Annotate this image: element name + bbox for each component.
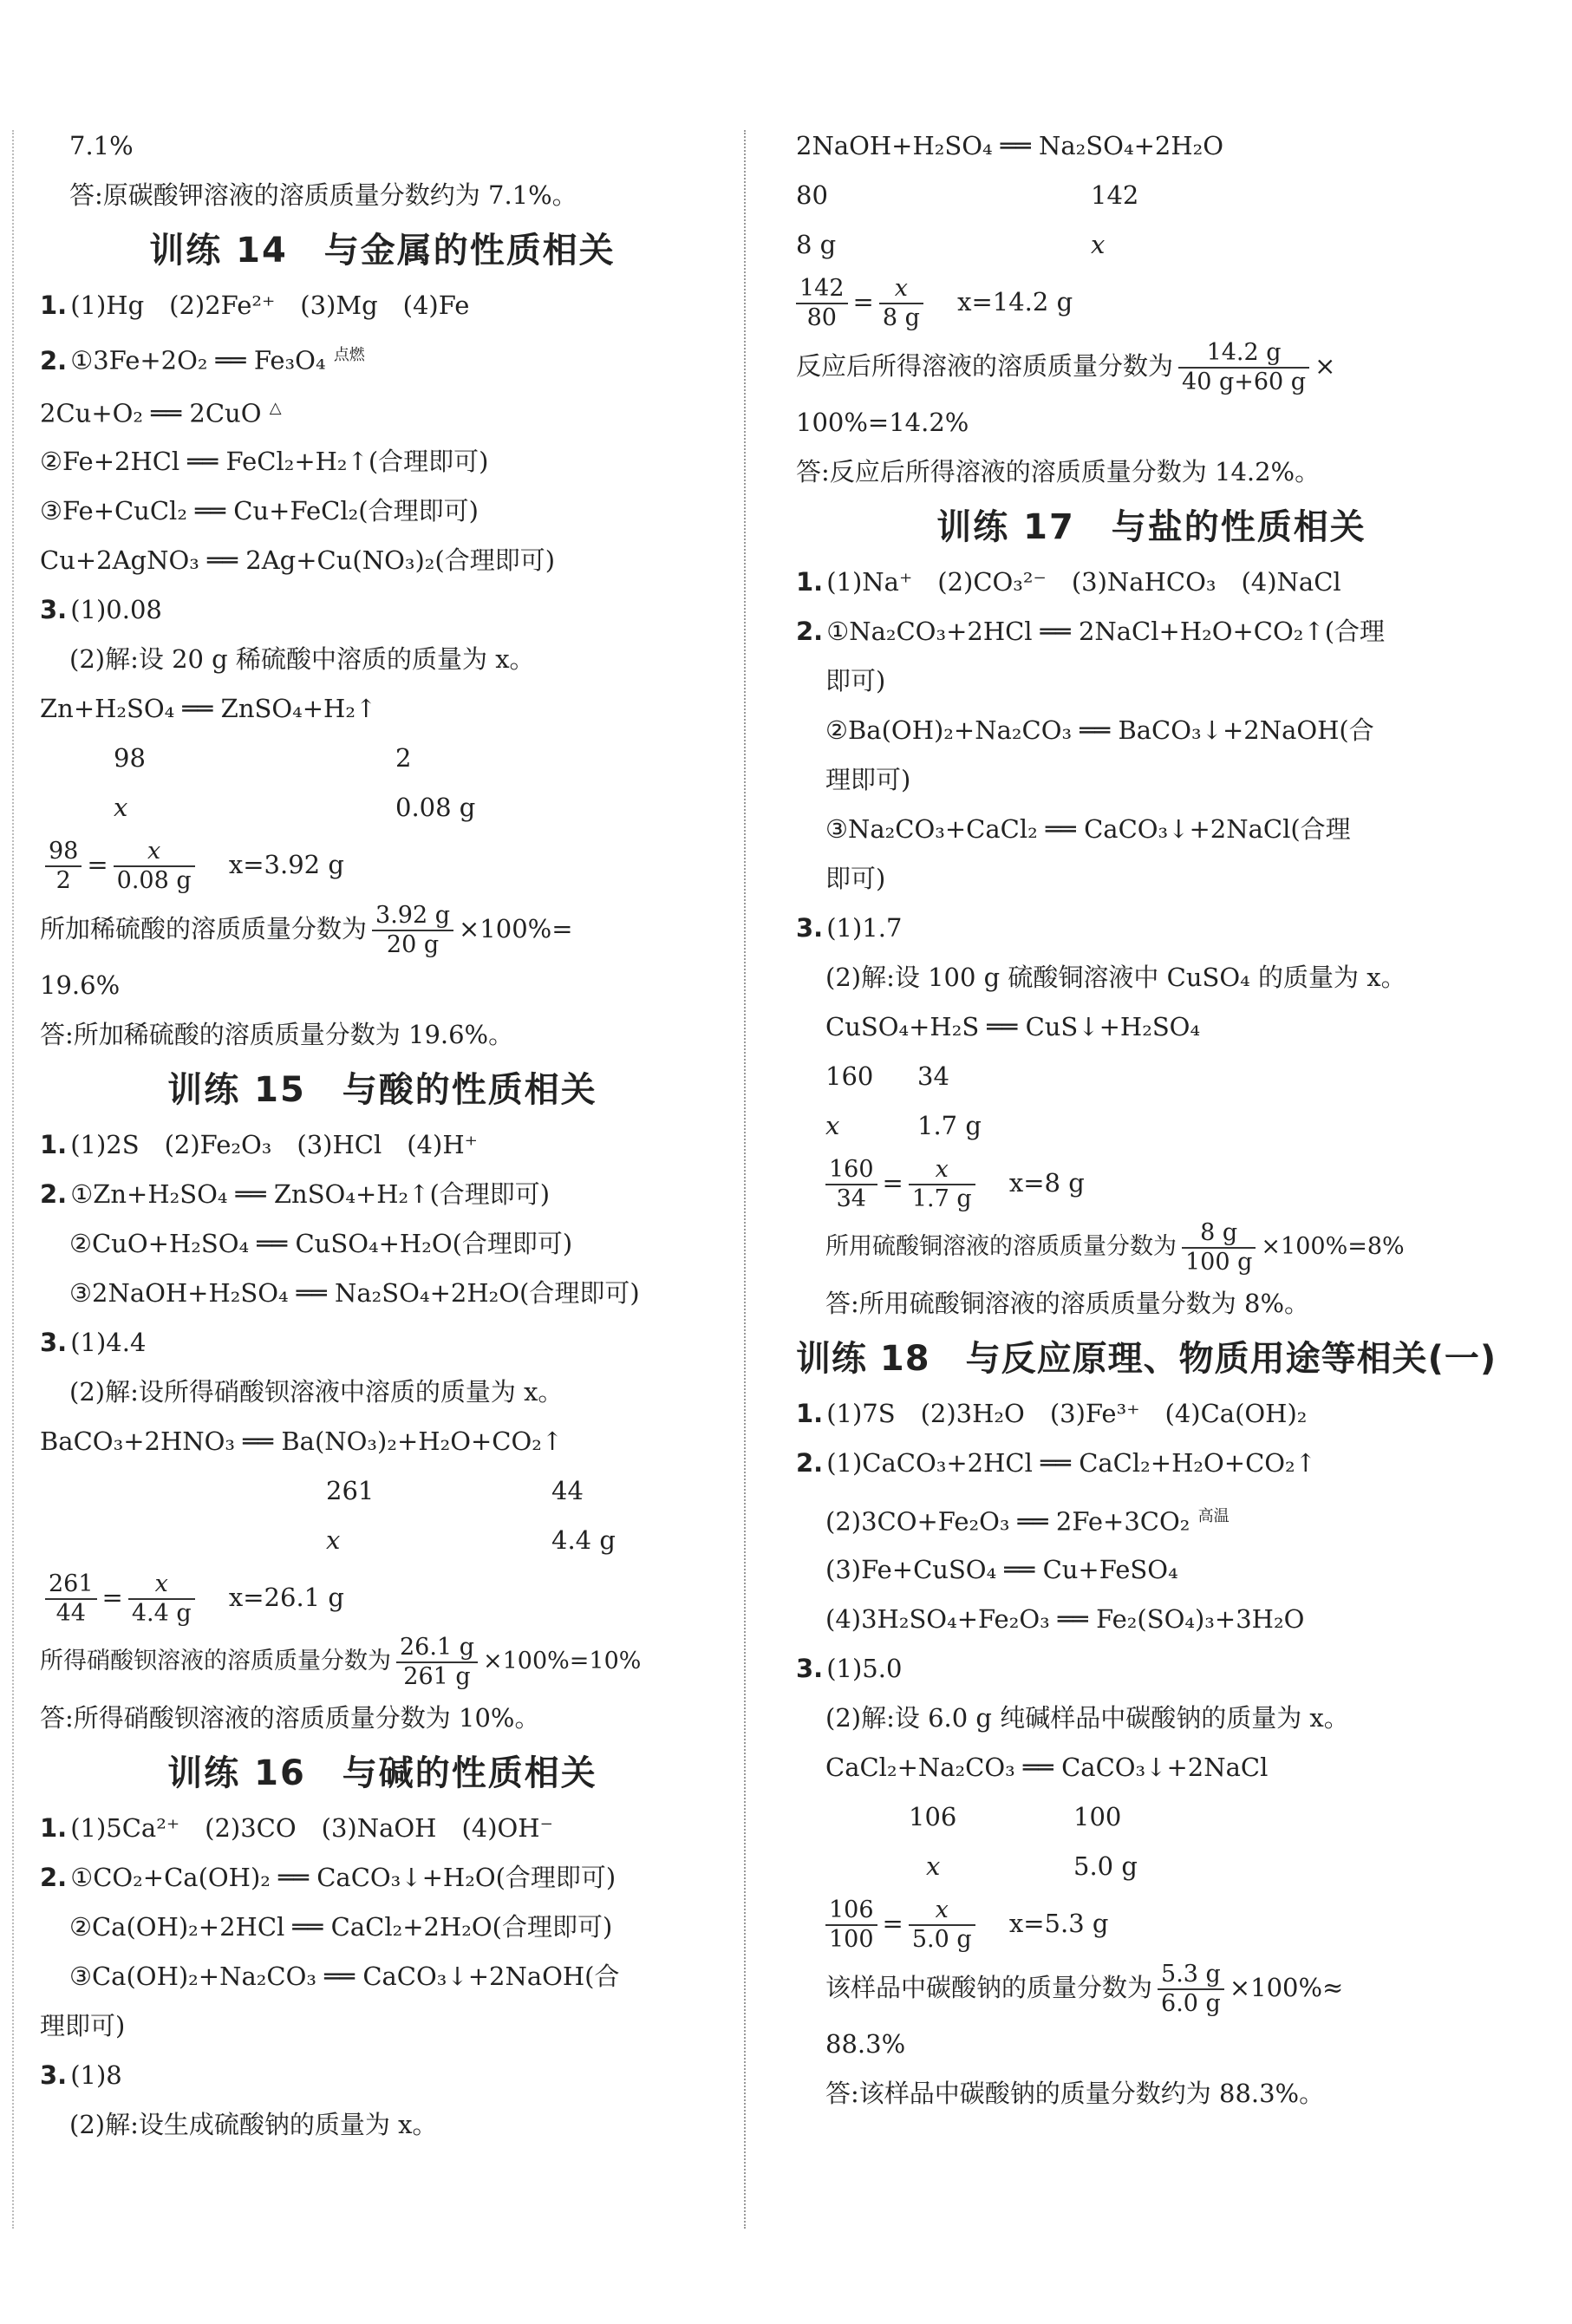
- fraction: [825, 1156, 877, 1213]
- question-number: 3.: [40, 1328, 68, 1357]
- equation: (2)3CO+Fe₂O₃ ══ 2Fe+3CO₂: [825, 1506, 1190, 1537]
- numerator: 26.1 g: [396, 1634, 478, 1663]
- fraction: [1178, 339, 1309, 396]
- ratio-value: x: [114, 793, 128, 822]
- fraction: [45, 838, 82, 895]
- question-number: 3.: [40, 2060, 68, 2090]
- equation-line: ②Fe+2HCl ══ FeCl₂+H₂↑(合理即可): [40, 447, 489, 476]
- right-column: [796, 121, 1507, 2118]
- numerator: 160: [825, 1156, 877, 1185]
- section-title-18: 训练 18 与反应原理、物质用途等相关(一): [796, 1339, 1497, 1379]
- mass-ratio-line: [40, 1516, 725, 1565]
- result: x=26.1 g: [228, 1583, 344, 1612]
- numerator: x: [128, 1570, 195, 1600]
- denominator: 5.0 g: [911, 1926, 972, 1953]
- denominator: 34: [836, 1185, 866, 1212]
- numerator: 142: [796, 275, 848, 304]
- answer-line: 答:该样品中碳酸钠的质量分数约为 88.3%。: [825, 2079, 1325, 2108]
- denominator: 40 g+60 g: [1182, 369, 1307, 395]
- denominator: 4.4 g: [131, 1600, 192, 1627]
- mass-ratio-line: [796, 220, 1507, 270]
- denominator: 2: [55, 867, 71, 894]
- result: x=5.3 g: [1008, 1909, 1109, 1938]
- left-column: [40, 121, 725, 2150]
- equation: 2Cu+O₂ ══ 2CuO: [40, 398, 262, 428]
- equation-line: ③Fe+CuCl₂ ══ Cu+FeCl₂(合理即可): [40, 496, 479, 526]
- answer-text: (1)2S (2)Fe₂O₃ (3)HCl (4)H⁺: [70, 1130, 478, 1159]
- question-number: 2.: [40, 345, 68, 375]
- answer-text: (1)5Ca²⁺ (2)3CO (3)NaOH (4)OH⁻: [70, 1813, 553, 1843]
- equation-line: ③Ca(OH)₂+Na₂CO₃ ══ CaCO₃↓+2NaOH(合: [69, 1962, 620, 1991]
- question-number: 1.: [40, 290, 68, 320]
- answer-line: 答:所得硝酸钡溶液的溶质质量分数为 10%。: [40, 1703, 540, 1733]
- ratio-value: x: [1091, 230, 1106, 259]
- question-2: [40, 1170, 725, 1219]
- proportion-line: $\frac{160}{34}$ = $\frac{x}{1.7 g}$ x=8 g: [796, 1151, 1507, 1215]
- left-margin-line: [12, 130, 14, 2229]
- answer-line: 答:所用硫酸铜溶液的溶质质量分数为 8%。: [825, 1289, 1309, 1318]
- answer-text: (1)1.7: [826, 913, 903, 943]
- fraction: [825, 1896, 877, 1954]
- numerator: x: [909, 1156, 975, 1185]
- equation-line: ②Ba(OH)₂+Na₂CO₃ ══ BaCO₃↓+2NaOH(合: [825, 715, 1374, 745]
- solution-line: (2)解:设 20 g 稀硫酸中溶质的质量为 x。: [69, 644, 535, 674]
- equation: (1)CaCO₃+2HCl ══ CaCl₂+H₂O+CO₂↑: [826, 1448, 1316, 1478]
- ratio-value: 1.7 g: [917, 1111, 982, 1140]
- proportion-line: $\frac{98}{2}$ = $\frac{x}{0.08 g}$ x=3.92 g: [40, 832, 725, 897]
- question-3: [40, 2051, 725, 2100]
- numerator: x: [909, 1896, 975, 1926]
- answer-text: (1)4.4: [70, 1328, 147, 1357]
- denominator: 20 g: [386, 931, 440, 958]
- ratio-value: x: [326, 1525, 341, 1555]
- solution-line: (2)解:设生成硫酸钠的质量为 x。: [69, 2110, 438, 2139]
- equation-line: [40, 380, 725, 437]
- equation-line: ③2NaOH+H₂SO₄ ══ Na₂SO₄+2H₂O(合理即可): [69, 1278, 640, 1308]
- denominator: 100: [829, 1926, 874, 1953]
- numerator: 98: [45, 838, 82, 867]
- column-divider: [744, 130, 746, 2229]
- percent-line: [796, 1955, 1507, 2020]
- solution-line: (2)解:设 100 g 硫酸铜溶液中 CuSO₄ 的质量为 x。: [825, 963, 1406, 992]
- denominator: 8 g: [882, 304, 920, 331]
- equation-line: BaCO₃+2HNO₃ ══ Ba(NO₃)₂+H₂O+CO₂↑: [40, 1426, 564, 1456]
- answer-text: (1)5.0: [826, 1654, 903, 1683]
- result: x=3.92 g: [228, 850, 344, 879]
- text-line: 100%=14.2%: [796, 408, 969, 437]
- equation: ①3Fe+2O₂ ══ Fe₃O₄: [70, 345, 326, 375]
- denominator: 6.0 g: [1161, 1990, 1221, 2017]
- mass-ratio-line: [796, 1842, 1507, 1891]
- question-number: 3.: [796, 913, 824, 943]
- ratio-value: 5.0 g: [1073, 1851, 1138, 1881]
- mass-ratio-line: [796, 171, 1507, 220]
- section-title-14: 训练 14 与金属的性质相关: [149, 231, 616, 271]
- fraction: [796, 275, 848, 332]
- ratio-value: 100: [1073, 1802, 1122, 1831]
- question-3: [796, 904, 1507, 953]
- section-title-16: 训练 16 与碱的性质相关: [167, 1753, 597, 1793]
- question-number: 2.: [796, 1448, 824, 1478]
- question-1: [796, 1389, 1507, 1439]
- text: 所得硝酸钡溶液的溶质质量分数为: [40, 1648, 391, 1674]
- denominator: 1.7 g: [911, 1185, 972, 1212]
- equation-line: ②Ca(OH)₂+2HCl ══ CaCl₂+2H₂O(合理即可): [69, 1912, 613, 1942]
- ratio-value: 8 g: [796, 230, 837, 259]
- mass-ratio-line: [796, 1101, 1507, 1151]
- equation-line: [796, 1488, 1507, 1545]
- fraction: [879, 275, 923, 332]
- text: ×100%=10%: [482, 1648, 642, 1674]
- text: ×100%=: [459, 914, 573, 943]
- answer-line: 答:反应后所得溶液的溶质质量分数为 14.2%。: [796, 457, 1321, 486]
- text-line: 理即可): [825, 765, 911, 794]
- ratio-value: x: [825, 1111, 840, 1140]
- solution-line: (2)解:设 6.0 g 纯碱样品中碳酸钠的质量为 x。: [825, 1703, 1349, 1733]
- text: 所用硫酸铜溶液的溶质质量分数为: [825, 1233, 1177, 1260]
- equation: ①Zn+H₂SO₄ ══ ZnSO₄+H₂↑(合理即可): [70, 1179, 551, 1209]
- fraction: [128, 1570, 195, 1628]
- section-title-15: 训练 15 与酸的性质相关: [167, 1070, 597, 1110]
- fraction: [45, 1570, 97, 1628]
- ratio-value: 261: [326, 1476, 375, 1505]
- numerator: 3.92 g: [372, 902, 453, 931]
- question-1: [40, 1804, 725, 1853]
- equation-line: (3)Fe+CuSO₄ ══ Cu+FeSO₄: [825, 1555, 1178, 1584]
- denominator: 0.08 g: [116, 867, 192, 894]
- fraction: [114, 838, 195, 895]
- question-number: 2.: [40, 1179, 68, 1209]
- answer-text: (1)Hg (2)2Fe²⁺ (3)Mg (4)Fe: [70, 290, 470, 320]
- percent-line: [796, 334, 1507, 398]
- text: 反应后所得溶液的溶质质量分数为: [796, 351, 1174, 381]
- reaction-condition: 高温: [1197, 1507, 1230, 1525]
- ratio-value: 2: [395, 743, 412, 773]
- question-2: [40, 1853, 725, 1903]
- equation-line: ③Na₂CO₃+CaCl₂ ══ CaCO₃↓+2NaCl(合理: [825, 814, 1351, 844]
- numerator: 5.3 g: [1158, 1961, 1224, 1990]
- question-3: [40, 1318, 725, 1368]
- percent-line: [40, 1629, 725, 1694]
- mass-ratio-line: [796, 1052, 1507, 1101]
- question-number: 3.: [40, 595, 68, 624]
- proportion-line: $\frac{142}{80}$ = $\frac{x}{8 g}$ x=14.2 g: [796, 270, 1507, 334]
- question-2: [796, 1439, 1507, 1488]
- numerator: 8 g: [1182, 1219, 1256, 1249]
- ratio-value: 142: [1091, 180, 1139, 210]
- ratio-value: 98: [114, 743, 146, 773]
- reaction-condition: 点燃: [333, 346, 365, 364]
- equation-line: CuSO₄+H₂S ══ CuS↓+H₂SO₄: [825, 1012, 1201, 1041]
- result: x=8 g: [1008, 1168, 1085, 1198]
- ratio-value: 4.4 g: [551, 1525, 616, 1555]
- mass-ratio-line: [40, 734, 725, 783]
- fraction: [909, 1896, 975, 1954]
- question-3: [40, 585, 725, 635]
- question-3: [796, 1644, 1507, 1694]
- question-1: [40, 1120, 725, 1170]
- ratio-value: 34: [917, 1061, 949, 1091]
- text: ×: [1314, 351, 1336, 381]
- equation: ①CO₂+Ca(OH)₂ ══ CaCO₃↓+H₂O(合理即可): [70, 1863, 616, 1892]
- result: x=14.2 g: [957, 287, 1073, 317]
- question-number: 3.: [796, 1654, 824, 1683]
- denominator: 44: [55, 1600, 86, 1627]
- equation: ①Na₂CO₃+2HCl ══ 2NaCl+H₂O+CO₂↑(合理: [826, 617, 1386, 646]
- solution-line: (2)解:设所得硝酸钡溶液中溶质的质量为 x。: [69, 1377, 564, 1407]
- section-title-17: 训练 17 与盐的性质相关: [936, 507, 1367, 547]
- denominator: 80: [806, 304, 837, 331]
- equation-line: ②CuO+H₂SO₄ ══ CuSO₄+H₂O(合理即可): [69, 1229, 573, 1258]
- question-2: [796, 607, 1507, 656]
- ratio-value: 160: [825, 1061, 874, 1091]
- question-1: [40, 281, 725, 330]
- fraction: [909, 1156, 975, 1213]
- equation-line: Zn+H₂SO₄ ══ ZnSO₄+H₂↑: [40, 694, 377, 723]
- mass-ratio-line: [796, 1792, 1507, 1842]
- denominator: 100 g: [1185, 1248, 1253, 1276]
- question-number: 2.: [40, 1863, 68, 1892]
- question-number: 1.: [796, 567, 824, 597]
- text-line: 7.1%: [69, 131, 134, 160]
- answer-line: 答:所加稀硫酸的溶质质量分数为 19.6%。: [40, 1020, 514, 1049]
- mass-ratio-line: [40, 783, 725, 832]
- text-line: 19.6%: [40, 970, 121, 1000]
- fraction: [396, 1634, 478, 1691]
- text: 所加稀硫酸的溶质质量分数为: [40, 914, 368, 943]
- numerator: 261: [45, 1570, 97, 1600]
- answer-text: (1)7S (2)3H₂O (3)Fe³⁺ (4)Ca(OH)₂: [826, 1399, 1308, 1428]
- answer-line: [40, 171, 725, 220]
- fraction: [1182, 1219, 1256, 1276]
- text-line: 即可): [825, 864, 886, 893]
- text: ×100%=8%: [1261, 1233, 1405, 1260]
- fraction: [1158, 1961, 1224, 2018]
- proportion-line: $\frac{261}{44}$ = $\frac{x}{4.4 g}$ x=26.1 g: [40, 1565, 725, 1629]
- equation-line: Cu+2AgNO₃ ══ 2Ag+Cu(NO₃)₂(合理即可): [40, 545, 556, 575]
- numerator: x: [879, 275, 923, 304]
- fraction: [372, 902, 453, 959]
- answer-text: (1)Na⁺ (2)CO₃²⁻ (3)NaHCO₃ (4)NaCl: [826, 567, 1341, 597]
- question-number: 1.: [40, 1813, 68, 1843]
- percent-line: [796, 1215, 1507, 1279]
- mass-ratio-line: [40, 1466, 725, 1516]
- ratio-value: 106: [909, 1802, 957, 1831]
- ratio-value: 44: [551, 1476, 584, 1505]
- text-line: 88.3%: [825, 2029, 906, 2059]
- answer-text: (1)8: [70, 2060, 122, 2090]
- question-number: 2.: [796, 617, 824, 646]
- denominator: 261 g: [403, 1662, 471, 1690]
- question-number: 1.: [40, 1130, 68, 1159]
- numerator: x: [114, 838, 195, 867]
- equation-line: CaCl₂+Na₂CO₃ ══ CaCO₃↓+2NaCl: [825, 1753, 1269, 1782]
- question-1: [796, 558, 1507, 607]
- ratio-value: x: [926, 1851, 941, 1881]
- percent-line: [40, 897, 725, 961]
- text: ×100%≈: [1229, 1973, 1344, 2002]
- ratio-value: 0.08 g: [395, 793, 476, 822]
- equation-line: 2NaOH+H₂SO₄ ══ Na₂SO₄+2H₂O: [796, 131, 1224, 160]
- reaction-condition: △: [269, 399, 282, 417]
- text: 该样品中碳酸钠的质量分数为: [825, 1973, 1153, 2002]
- equation-line: (4)3H₂SO₄+Fe₂O₃ ══ Fe₂(SO₄)₃+3H₂O: [825, 1604, 1305, 1634]
- answer-text: 答:原碳酸钾溶液的溶质质量分数约为 7.1%。: [69, 180, 577, 210]
- text-line: 即可): [825, 666, 886, 695]
- ratio-value: 80: [796, 180, 828, 210]
- numerator: 14.2 g: [1178, 339, 1309, 369]
- equation-line: 理即可): [40, 2011, 126, 2040]
- proportion-line: $\frac{106}{100}$ = $\frac{x}{5.0 g}$ x=5.3 g: [796, 1891, 1507, 1955]
- question-number: 1.: [796, 1399, 824, 1428]
- answer-text: (1)0.08: [70, 595, 162, 624]
- question-2: [40, 330, 725, 380]
- numerator: 106: [825, 1896, 877, 1926]
